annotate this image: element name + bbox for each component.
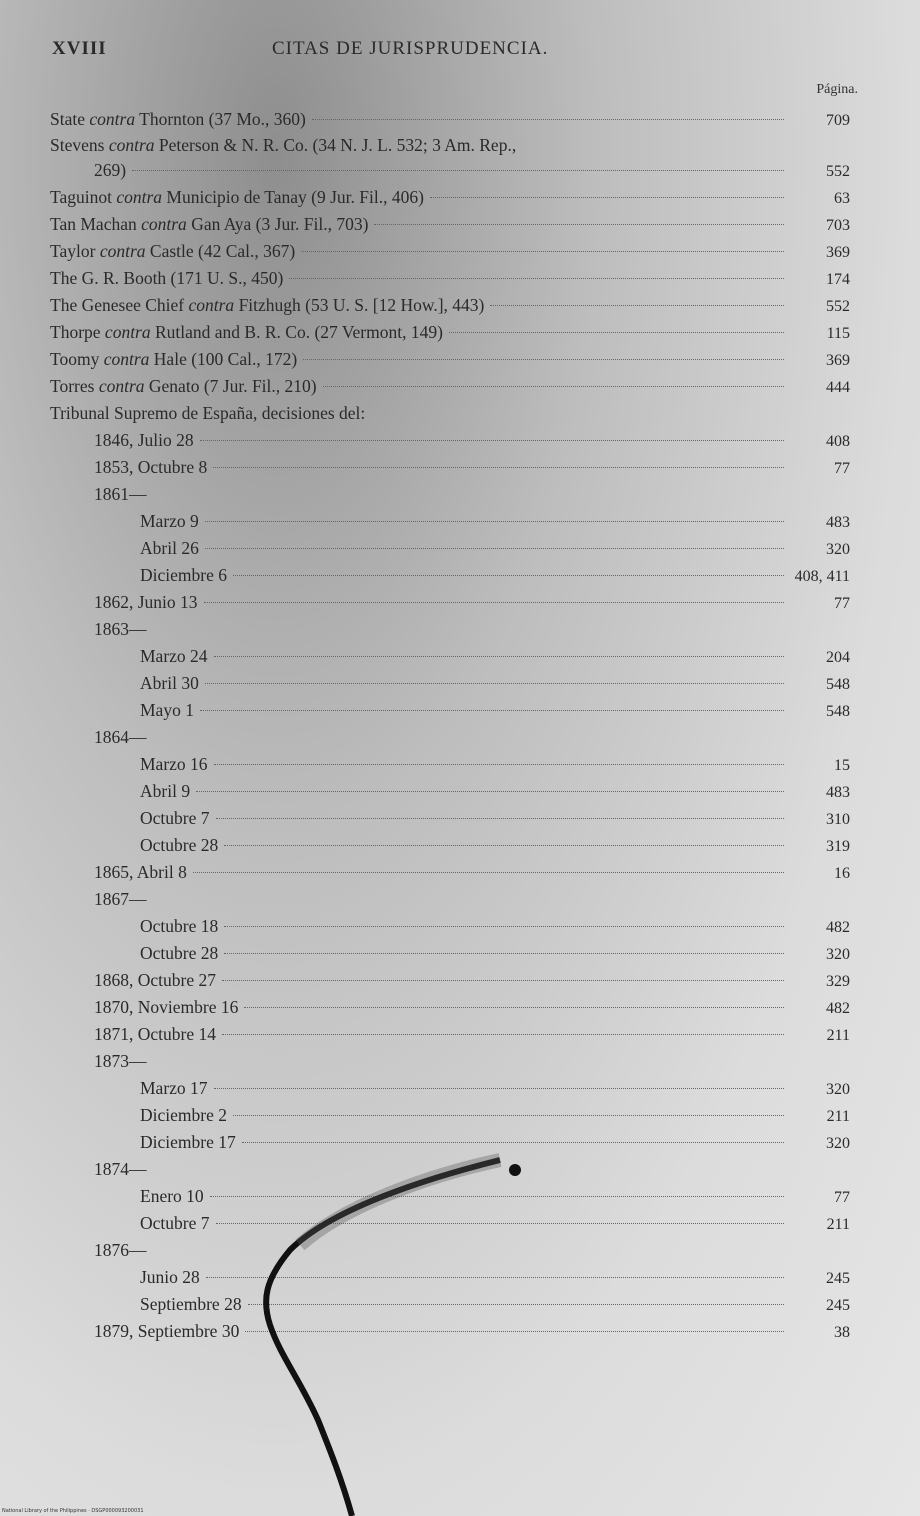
- citation-party: Marzo 24: [140, 646, 208, 666]
- dot-leader: [248, 1304, 784, 1305]
- citation-party: 1862, Junio 13: [94, 592, 198, 612]
- citation-party: Mayo 1: [140, 700, 194, 720]
- citation-entry: [50, 886, 850, 913]
- citation-contra: contra: [104, 322, 151, 342]
- citation-entry: [50, 346, 850, 373]
- citation-page: 320: [826, 1135, 850, 1152]
- citation-page: 211: [826, 1027, 850, 1044]
- citation-text: [140, 643, 208, 670]
- dot-leader: [374, 224, 784, 225]
- citation-text: [50, 133, 516, 157]
- citation-page: 115: [826, 325, 850, 342]
- citation-entry: [50, 373, 850, 400]
- citation-entry: [50, 535, 850, 562]
- citation-entry: [50, 670, 850, 697]
- citation-page: 63: [834, 190, 850, 207]
- citation-text: [50, 106, 306, 133]
- page-column-label: Página.: [816, 82, 858, 97]
- citation-entry: [50, 454, 850, 481]
- citation-party: Octubre 18: [140, 916, 219, 936]
- citation-page: 408, 411: [794, 568, 850, 585]
- citation-detail: Peterson & N. R. Co. (34 N. J. L. 532; 3 Am. Rep.,: [154, 135, 517, 155]
- page-header: [52, 38, 852, 68]
- citation-page: 245: [826, 1297, 850, 1314]
- citation-entry: [50, 508, 850, 535]
- citation-party: Enero 10: [140, 1186, 204, 1206]
- citation-detail: Gan Aya (3 Jur. Fil., 703): [186, 214, 369, 234]
- dot-leader: [490, 305, 784, 306]
- dot-leader: [224, 953, 784, 954]
- dot-leader: [205, 683, 784, 684]
- citation-entry: [50, 859, 850, 886]
- citation-entry: [50, 832, 850, 859]
- citation-contra: contra: [103, 349, 150, 369]
- citation-text: [140, 778, 190, 805]
- citation-entry: [50, 751, 850, 778]
- citation-entry: [50, 805, 850, 832]
- citation-text: [50, 373, 317, 400]
- dot-leader: [224, 845, 784, 846]
- citation-party: Octubre 7: [140, 808, 210, 828]
- citation-page: 482: [826, 919, 850, 936]
- citation-text: [94, 724, 147, 751]
- citation-party: Tribunal Supremo de España, decisiones del:: [50, 403, 366, 423]
- citation-page: 77: [834, 1189, 850, 1206]
- citation-party: 1865, Abril 8: [94, 862, 187, 882]
- citation-text: [94, 157, 126, 184]
- citation-party: Marzo 17: [140, 1078, 208, 1098]
- dot-leader: [289, 278, 784, 279]
- citation-contra: contra: [108, 135, 155, 155]
- dot-leader: [242, 1142, 784, 1143]
- citation-text: [140, 1291, 242, 1318]
- dot-leader: [222, 980, 784, 981]
- citation-entry: [50, 1210, 850, 1237]
- citation-party: Torres: [50, 376, 99, 396]
- citation-text: [94, 1021, 216, 1048]
- dot-leader: [224, 926, 784, 927]
- citation-party: Toomy: [50, 349, 104, 369]
- citation-entry: [50, 106, 850, 133]
- citation-party: Marzo 9: [140, 511, 199, 531]
- citation-entry: [50, 157, 850, 184]
- citation-page: 483: [826, 784, 850, 801]
- citation-text: [140, 1183, 204, 1210]
- page-title: CITAS DE JURISPRUDENCIA.: [272, 38, 549, 59]
- citation-party: 1861—: [94, 484, 147, 504]
- citation-detail: Thornton (37 Mo., 360): [135, 109, 306, 129]
- citation-text: [140, 670, 199, 697]
- citation-party: Stevens: [50, 135, 109, 155]
- citation-entry: [50, 1264, 850, 1291]
- citation-text: [94, 859, 187, 886]
- citation-text: [140, 1102, 227, 1129]
- citation-party: 1870, Noviembre 16: [94, 997, 239, 1017]
- citation-page: 77: [834, 595, 850, 612]
- citation-entry: [50, 1156, 850, 1183]
- citation-entry: [50, 481, 850, 508]
- dot-leader: [200, 440, 784, 441]
- citation-entry: [50, 1129, 850, 1156]
- dot-leader: [216, 818, 785, 819]
- dot-leader: [222, 1034, 784, 1035]
- citation-text: [140, 562, 227, 589]
- citation-text: [140, 1210, 210, 1237]
- citation-page: 15: [834, 757, 850, 774]
- citation-party: 1879, Septiembre 30: [94, 1321, 240, 1341]
- dot-leader: [303, 359, 784, 360]
- citation-page: 204: [826, 649, 850, 666]
- dot-leader: [323, 386, 784, 387]
- citation-entry: [50, 697, 850, 724]
- citation-page: 444: [826, 379, 850, 396]
- citation-party: 1876—: [94, 1240, 147, 1260]
- citation-page: 369: [826, 352, 850, 369]
- citation-entry: [50, 562, 850, 589]
- citation-text: [94, 1048, 147, 1075]
- citation-entry: [50, 1237, 850, 1264]
- citation-party: Octubre 28: [140, 835, 219, 855]
- citation-party: Marzo 16: [140, 754, 208, 774]
- citation-entry: [50, 724, 850, 751]
- citation-contra: contra: [188, 295, 235, 315]
- citation-page: 38: [834, 1324, 850, 1341]
- citation-detail: Castle (42 Cal., 367): [145, 241, 296, 261]
- citation-text: [140, 1264, 200, 1291]
- citation-text: [140, 1129, 236, 1156]
- citation-text: [50, 184, 424, 211]
- citation-page: 329: [826, 973, 850, 990]
- citation-entry: [50, 427, 850, 454]
- citation-text: [140, 751, 208, 778]
- citation-entry: [50, 940, 850, 967]
- citation-text: [94, 967, 216, 994]
- citation-text: [94, 1237, 147, 1264]
- citation-page: 320: [826, 946, 850, 963]
- citation-entry: [50, 184, 850, 211]
- dot-leader: [214, 764, 784, 765]
- citation-page: 174: [826, 271, 850, 288]
- dot-leader: [233, 1115, 784, 1116]
- dot-leader: [196, 791, 784, 792]
- citation-party: 1871, Octubre 14: [94, 1024, 216, 1044]
- citation-party: Diciembre 17: [140, 1132, 236, 1152]
- citation-party: State: [50, 109, 90, 129]
- citation-text: [140, 697, 194, 724]
- citation-text: [50, 265, 283, 292]
- citation-detail: Municipio de Tanay (9 Jur. Fil., 406): [162, 187, 424, 207]
- citation-entry: [50, 967, 850, 994]
- dot-leader: [206, 1277, 784, 1278]
- citation-party: 1846, Julio 28: [94, 430, 194, 450]
- citation-party: Abril 26: [140, 538, 199, 558]
- citation-party: Abril 30: [140, 673, 199, 693]
- citation-page: 552: [826, 298, 850, 315]
- citation-party: Septiembre 28: [140, 1294, 242, 1314]
- citation-page: 16: [834, 865, 850, 882]
- dot-leader: [216, 1223, 785, 1224]
- dot-leader: [449, 332, 784, 333]
- citation-text: [140, 535, 199, 562]
- citation-party: 1873—: [94, 1051, 147, 1071]
- citation-page: 703: [826, 217, 850, 234]
- citation-text: [140, 913, 218, 940]
- citation-party: Taguinot: [50, 187, 117, 207]
- citation-entry: [50, 319, 850, 346]
- citation-page: 552: [826, 163, 850, 180]
- dot-leader: [204, 602, 784, 603]
- citation-text: [94, 886, 147, 913]
- citation-page: 548: [826, 703, 850, 720]
- citation-entry: [50, 1021, 850, 1048]
- citation-entry: [50, 589, 850, 616]
- citation-text: [140, 832, 218, 859]
- citation-party: 1863—: [94, 619, 147, 639]
- citation-list: [50, 106, 850, 1345]
- citation-page: 310: [826, 811, 850, 828]
- dot-leader: [244, 1007, 784, 1008]
- citation-party: Tan Machan: [50, 214, 142, 234]
- citation-entry: [50, 913, 850, 940]
- citation-party: Abril 9: [140, 781, 191, 801]
- citation-contra: contra: [141, 214, 187, 234]
- dot-leader: [213, 467, 784, 468]
- citation-page: 77: [834, 460, 850, 477]
- citation-page: 319: [826, 838, 850, 855]
- dot-leader: [210, 1196, 784, 1197]
- citation-text: [94, 481, 147, 508]
- dot-leader: [245, 1331, 784, 1332]
- dot-leader: [430, 197, 784, 198]
- citation-party: The Genesee Chief: [50, 295, 189, 315]
- citation-entry: [50, 1075, 850, 1102]
- citation-text: [50, 319, 443, 346]
- citation-entry: [50, 265, 850, 292]
- dot-leader: [301, 251, 784, 252]
- citation-text: [94, 1318, 239, 1345]
- citation-detail: Fitzhugh (53 U. S. [12 How.], 443): [234, 295, 485, 315]
- citation-party: Junio 28: [140, 1267, 200, 1287]
- citation-page: 548: [826, 676, 850, 693]
- citation-contra: contra: [98, 376, 145, 396]
- dot-leader: [312, 119, 784, 120]
- citation-entry: [50, 643, 850, 670]
- citation-page: 408: [826, 433, 850, 450]
- footer-source-tag: National Library of the Philippines · DSGP000093200031: [2, 1508, 144, 1514]
- citation-party: 1874—: [94, 1159, 147, 1179]
- dot-leader: [205, 521, 784, 522]
- citation-detail: Genato (7 Jur. Fil., 210): [144, 376, 317, 396]
- citation-party: 1853, Octubre 8: [94, 457, 208, 477]
- citation-detail: Rutland and B. R. Co. (27 Vermont, 149): [150, 322, 443, 342]
- dot-leader: [200, 710, 784, 711]
- citation-entry: [50, 133, 850, 157]
- citation-entry: [50, 994, 850, 1021]
- dot-leader: [205, 548, 784, 549]
- citation-entry: [50, 400, 850, 427]
- citation-page: 482: [826, 1000, 850, 1017]
- citation-entry: [50, 211, 850, 238]
- citation-party: Taylor: [50, 241, 100, 261]
- citation-text: [94, 427, 194, 454]
- citation-contra: contra: [116, 187, 163, 207]
- citation-detail: Hale (100 Cal., 172): [149, 349, 298, 369]
- citation-party: 1867—: [94, 889, 147, 909]
- citation-text: [94, 994, 238, 1021]
- citation-page: 709: [826, 112, 850, 129]
- citation-contra: contra: [99, 241, 146, 261]
- citation-text: [140, 1075, 208, 1102]
- citation-page: 211: [826, 1108, 850, 1125]
- citation-party: Diciembre 2: [140, 1105, 227, 1125]
- citation-text: [50, 238, 295, 265]
- citation-page: 369: [826, 244, 850, 261]
- citation-party: Octubre 7: [140, 1213, 210, 1233]
- citation-party: Thorpe: [50, 322, 105, 342]
- citation-party: 269): [94, 160, 127, 180]
- dot-leader: [233, 575, 784, 576]
- citation-text: [50, 211, 368, 238]
- citation-party: Diciembre 6: [140, 565, 227, 585]
- citation-entry: [50, 1291, 850, 1318]
- citation-text: [94, 589, 198, 616]
- citation-entry: [50, 238, 850, 265]
- citation-page: 211: [826, 1216, 850, 1233]
- citation-party: 1864—: [94, 727, 147, 747]
- citation-party: Octubre 28: [140, 943, 219, 963]
- citation-text: [140, 508, 199, 535]
- citation-entry: [50, 1102, 850, 1129]
- citation-text: [50, 292, 484, 319]
- citation-text: [94, 454, 207, 481]
- page-number: XVIII: [52, 38, 107, 59]
- citation-page: 320: [826, 1081, 850, 1098]
- citation-text: [50, 400, 365, 427]
- citation-page: 245: [826, 1270, 850, 1287]
- citation-text: [140, 805, 210, 832]
- dot-leader: [193, 872, 784, 873]
- citation-party: 1868, Octubre 27: [94, 970, 216, 990]
- citation-entry: [50, 292, 850, 319]
- citation-entry: [50, 778, 850, 805]
- citation-page: 320: [826, 541, 850, 558]
- dot-leader: [132, 170, 784, 171]
- citation-text: [50, 346, 297, 373]
- citation-entry: [50, 1048, 850, 1075]
- dot-leader: [214, 656, 784, 657]
- citation-text: [94, 616, 147, 643]
- citation-page: 483: [826, 514, 850, 531]
- citation-entry: [50, 616, 850, 643]
- dot-leader: [214, 1088, 784, 1089]
- citation-entry: [50, 1183, 850, 1210]
- citation-party: The G. R. Booth (171 U. S., 450): [50, 268, 284, 288]
- citation-entry: [50, 1318, 850, 1345]
- citation-text: [140, 940, 218, 967]
- citation-contra: contra: [89, 109, 136, 129]
- citation-text: [94, 1156, 147, 1183]
